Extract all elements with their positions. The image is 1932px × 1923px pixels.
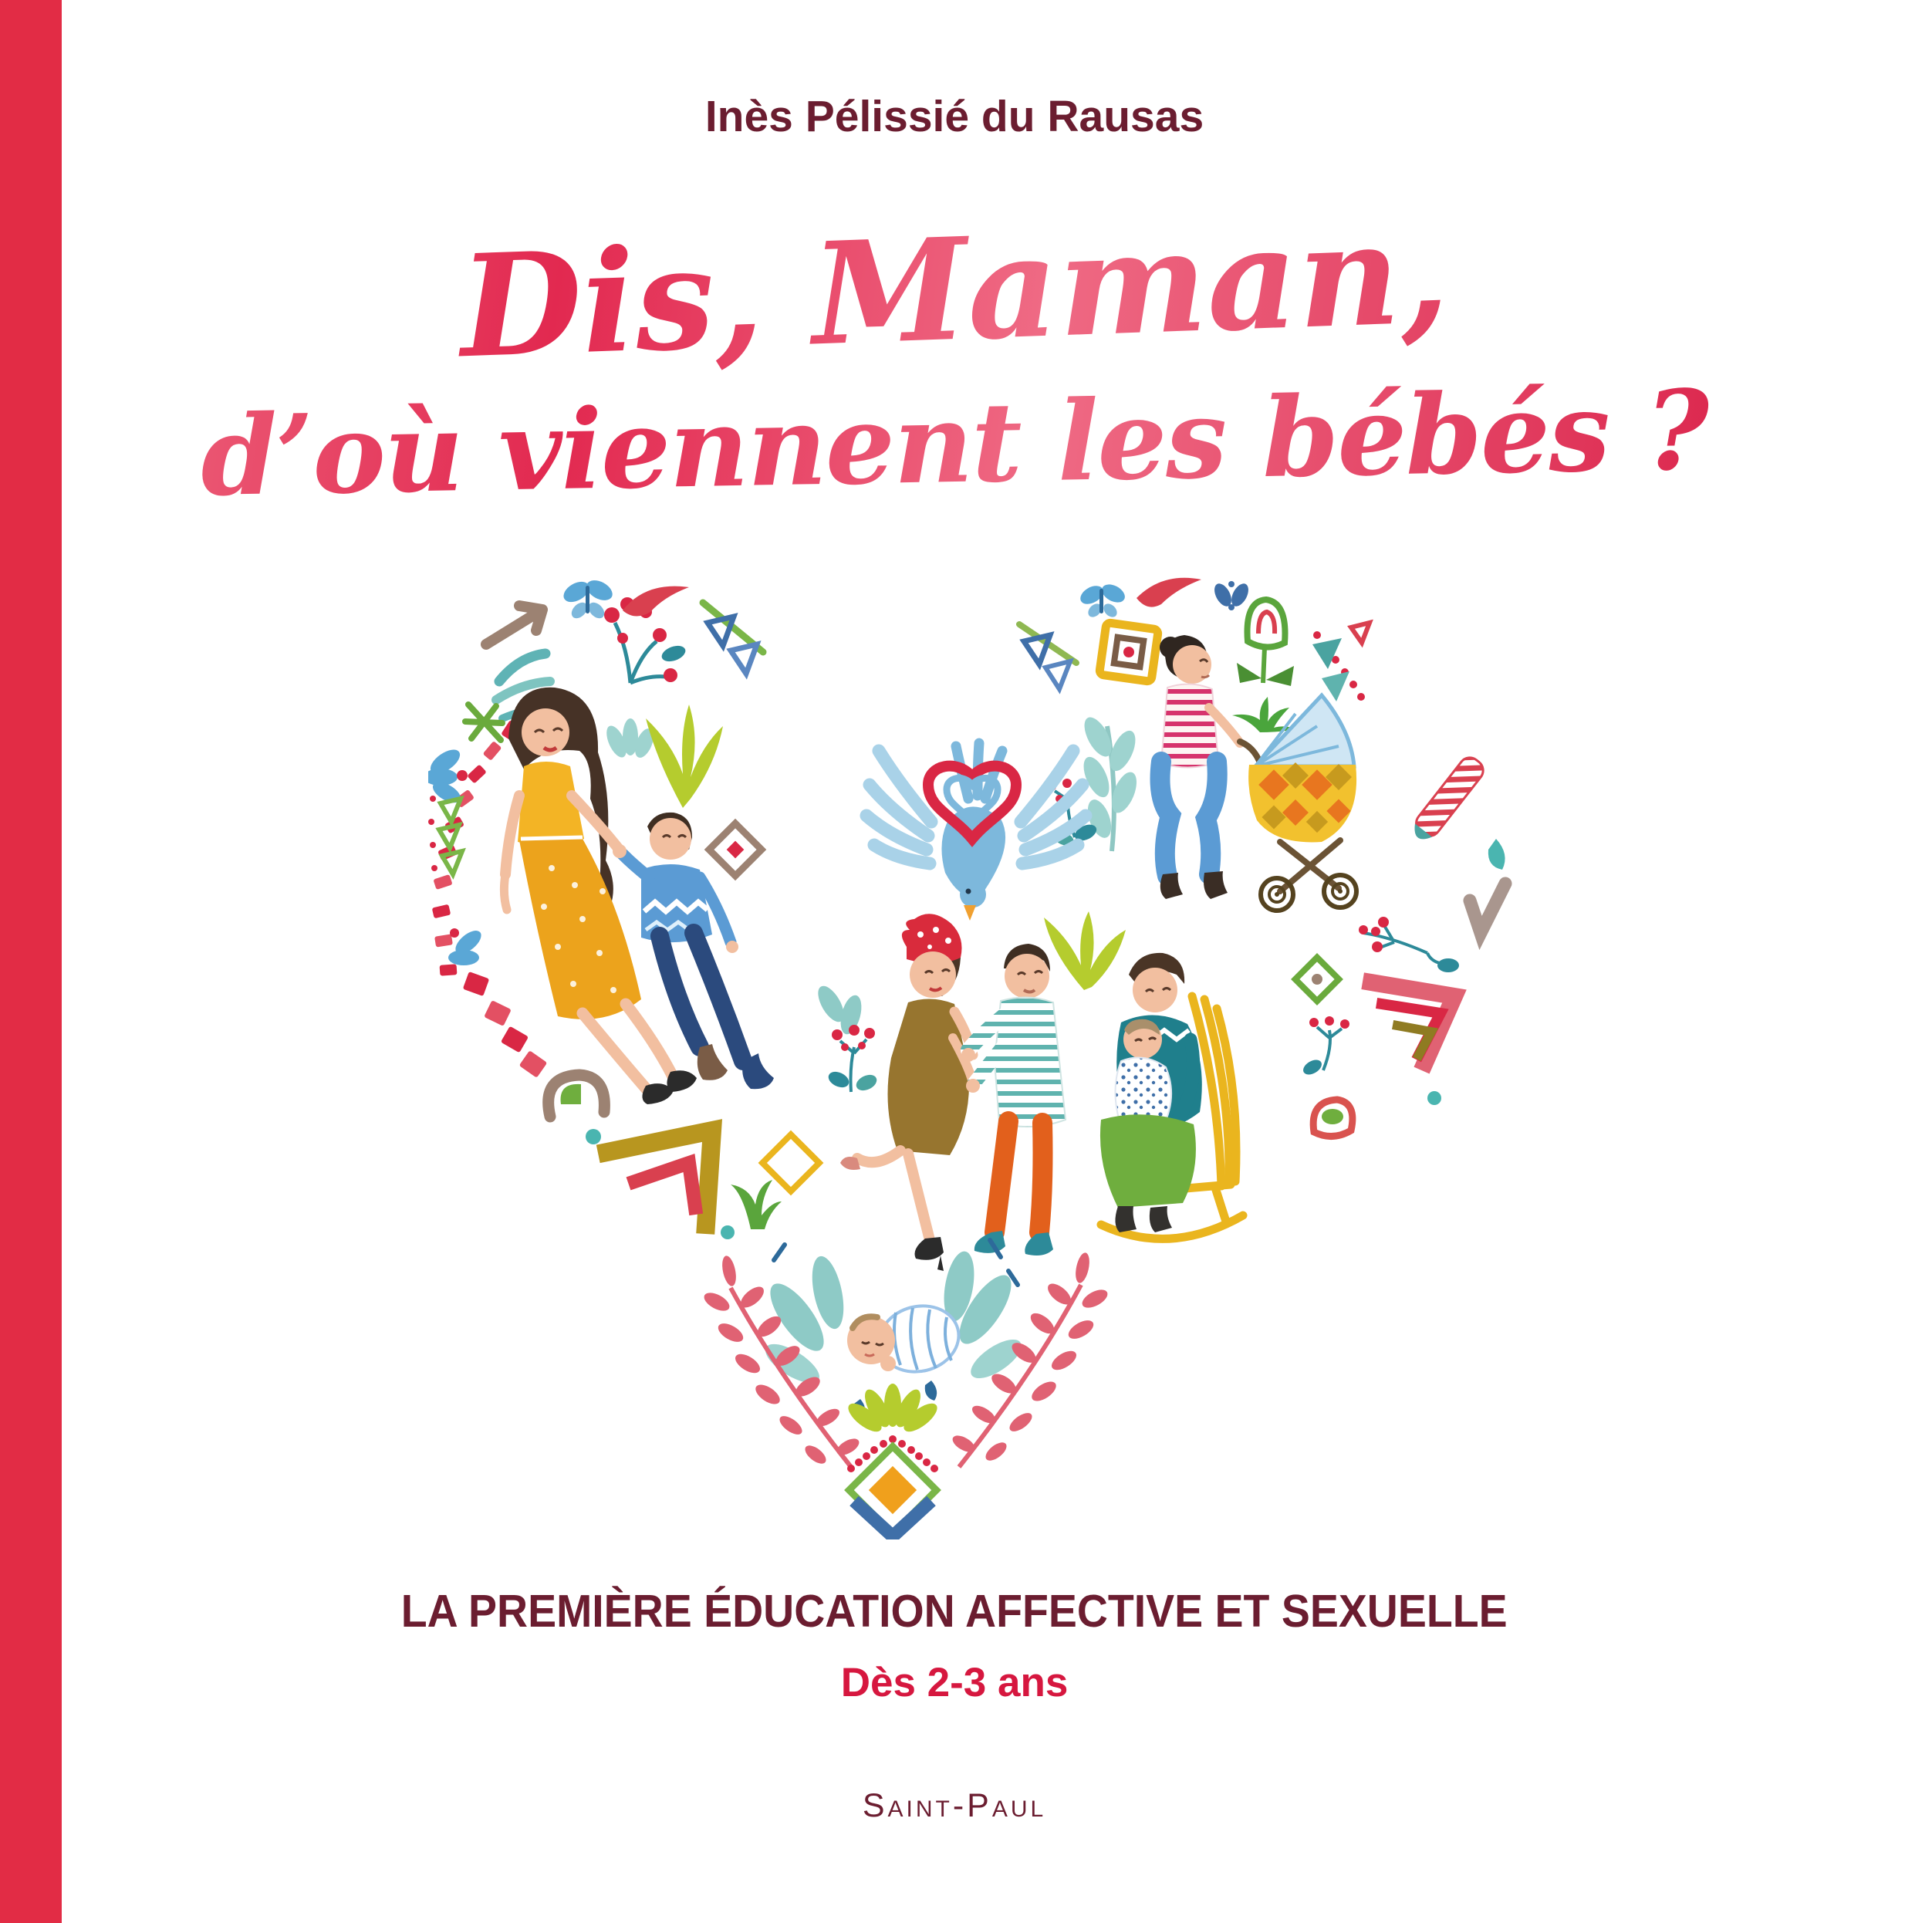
arrow-ornament [486, 606, 542, 644]
sprout-left [731, 1180, 782, 1229]
couple-figure [840, 914, 1066, 1271]
triangle-banner-mid [1019, 624, 1076, 689]
age-range: Dès 2-3 ans [840, 1660, 1069, 1705]
red-flourish [623, 586, 689, 617]
pennant-banner-right [1312, 623, 1370, 701]
petal-flower-left-lower [448, 926, 485, 965]
moth-icon [1211, 581, 1252, 610]
berry-sprig-right-lower [1301, 1016, 1349, 1077]
heart-tip-diamond [849, 1446, 936, 1536]
author-name: Inès Pélissié du Rausas [704, 92, 1204, 141]
book-title-line2: d’où viennent les bébés ? [61, 364, 1849, 523]
triangle-banner-left [703, 603, 763, 674]
red-flourish [1137, 578, 1201, 607]
dove-with-heart-icon [866, 743, 1086, 921]
spine-stripe [0, 0, 62, 1923]
butterfly-icon [1077, 581, 1128, 620]
berry-flower [826, 1025, 880, 1093]
lime-leaf-mid [1044, 911, 1126, 990]
tulip-flower [1237, 600, 1294, 686]
lime-leaf-left [646, 705, 723, 808]
chevron-ornament-right [1371, 982, 1454, 1063]
heart-illustration [428, 567, 1524, 1539]
horseshoe-ornament [549, 1075, 605, 1117]
berry-sprig-right [1359, 917, 1459, 972]
checkmark-ornament [1470, 884, 1505, 933]
subtitle: LA PREMIÈRE ÉDUCATION AFFECTIVE ET SEXUELLE [401, 1586, 1508, 1637]
father-rocking-chair-figure [1100, 953, 1243, 1239]
pink-fern-right [950, 1252, 1110, 1467]
yellow-diamond-frame [1099, 623, 1159, 682]
brown-diamond [709, 823, 762, 876]
triangle-column-left [428, 796, 462, 874]
petal-ornament-right [1313, 1100, 1353, 1137]
chevron-ornament-left [607, 1130, 712, 1225]
asterisk-ornament [465, 705, 502, 740]
publisher-name: Saint-Paul [862, 1787, 1047, 1824]
book-title-line1: Dis, Maman, [59, 176, 1849, 404]
bottom-ornaments [701, 1240, 1110, 1536]
striped-cone-ornament [1408, 753, 1488, 845]
